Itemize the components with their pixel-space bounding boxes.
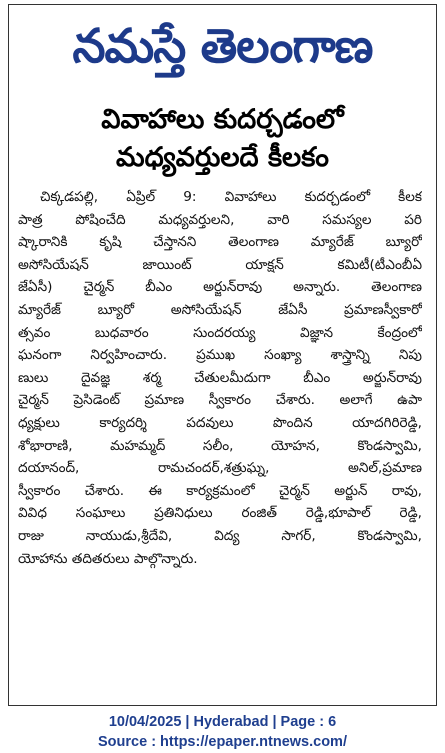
article-line: శోభారాణి, మహమ్మద్ సలీం, యోహన, కొండస్వామి, [18, 437, 422, 454]
article-line: యోహాను తదితరులు పాల్గొన్నారు. [18, 550, 198, 567]
edition-info: 10/04/2025 | Hyderabad | Page : 6 [108, 714, 337, 730]
article-body [9, 186, 436, 570]
article-line: చిక్కడపల్లి, ఏప్రిల్ 9: వివాహాలు కుదర్చడంలో కీలక [40, 189, 422, 205]
source-link[interactable]: Source : https://epaper.ntnews.com/ [98, 734, 347, 750]
article-line: ధ్యక్షులు కార్యదర్శి పదవులు పొందిన యాదగిరిరెడ్డి, [18, 414, 422, 431]
newspaper-title: నమస్తే తెలంగాణ [72, 18, 373, 74]
article-line: మ్యారేజ్ బ్యూరో అసోసియేషన్ జేఏసీ ప్రమాణస్వీకారో [18, 301, 422, 318]
article-line: అసోసియేషన్ జాయింట్ యాక్షన్ కమిటీ(టీఎంబీఏ [18, 256, 422, 273]
headline-line-2: మధ్యవర్తులదే కీలకం [116, 142, 329, 173]
article-line: రాజు నాయుడు,శ్రీదేవి, విద్య సాగర్, కొండస్వామి, [18, 527, 422, 544]
article-line: స్వీకారం చేశారు. ఈ కార్యక్రమంలో చైర్మన్ అర్జున్ రావు, [18, 482, 422, 499]
article-line: త్సవం బుధవారం సుందరయ్య విజ్ఞాన కేంద్రంలో [18, 324, 422, 341]
newspaper-clipping [8, 4, 437, 706]
article-line: చైర్మన్ ప్రెసిడెంట్ ప్రమాణ స్వీకారం చేశారు. అలాగే ఉపా [18, 392, 422, 409]
article-line: ణులు దైవజ్ఞ శర్మ చేతులమీదుగా బీఎం అర్జున్‌రావు [18, 369, 422, 386]
article-line: వివిధ సంఘాలు ప్రతినిధులు రంజిత్ రెడ్డి,భూపాల్ రెడ్డి, [18, 505, 422, 522]
headline [9, 101, 436, 177]
article-line: దయానంద్, రామచందర్,శత్రుఘ్న, అనిల్,ప్రమాణ [18, 460, 422, 477]
article-line: పాత్ర పోషించేది మధ్యవర్తులని, వారి సమస్యల పరి [18, 211, 422, 228]
article-line: ష్కారానికి కృషి చేస్తానని తెలంగాణ మ్యారేజ్ బ్యూరో [18, 234, 422, 251]
headline-line-1: వివాహాలు కుదర్చడంలో [101, 104, 344, 135]
masthead [9, 5, 436, 87]
article-line: ఘనంగా నిర్వహించారు. ప్రముఖ సంఖ్యా శాస్త్రాన్ని నిపు [18, 347, 422, 364]
article-line: జేఏసీ) చైర్మన్ బీఎం అర్జున్‌రావు అన్నారు. తెలంగాణ [18, 279, 422, 296]
